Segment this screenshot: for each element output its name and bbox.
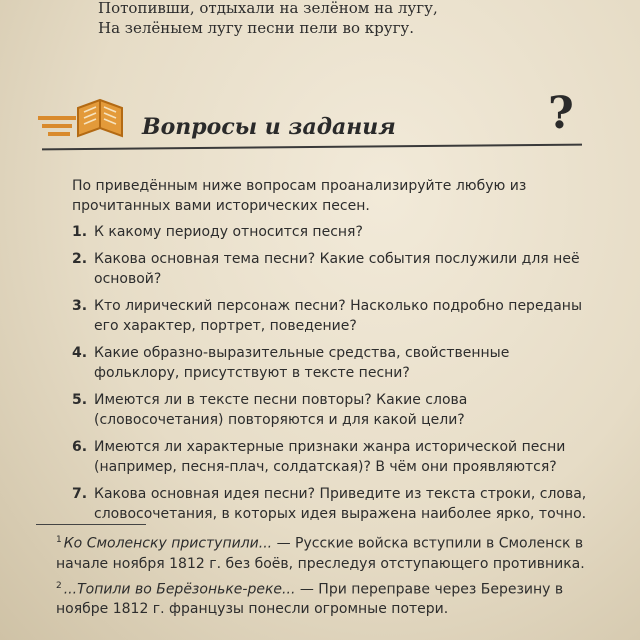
task-item [72, 249, 594, 289]
task-text: Имеются ли характерные признаки жанра исторической песни (например, песня-плач, солдатская)? В чём они проявляются? [94, 439, 566, 475]
task-number: 1. [72, 224, 88, 240]
task-text: Какова основная тема песни? Какие события послужили для неё основой? [94, 251, 580, 287]
task-number: 7. [72, 486, 88, 502]
tasks-block [72, 176, 594, 531]
task-text: К какому периоду относится песня? [94, 224, 363, 240]
footnote-lead: Ко Смоленску приступили... [63, 535, 273, 552]
poem-line: Потопивши, отдыхали на зелёном на лугу, [98, 0, 438, 17]
question-mark-icon: ? [548, 88, 574, 139]
footnote-text: — При переправе через Березину в ноябре 1812 г. французы понесли огромные потери. [56, 581, 564, 618]
poem-excerpt [98, 0, 438, 38]
footnote-mark: 1 [56, 535, 62, 545]
footnote-text: — Русские войска вступили в Смоленск в начале ноября 1812 г. без боёв, преследуя отступающего противника. [56, 535, 585, 572]
footnote-lead: ...Топили во Берёзоньке-реке... [63, 581, 296, 598]
task-item [72, 296, 594, 336]
task-number: 5. [72, 392, 88, 408]
poem-line: На зелёныем лугу песни пели во кругу. [98, 19, 415, 37]
task-number: 3. [72, 298, 88, 314]
open-book-icon [38, 90, 128, 144]
footnotes [56, 530, 604, 621]
task-text: Имеются ли в тексте песни повторы? Какие слова (словосочетания) повторяются и для какой цели? [94, 392, 468, 428]
task-item [72, 437, 594, 477]
task-number: 2. [72, 251, 88, 267]
task-number: 6. [72, 439, 88, 455]
task-text: Какие образно-выразительные средства, свойственные фольклору, присутствуют в тексте песни? [94, 345, 510, 381]
footnote-divider [36, 524, 146, 525]
footnote-mark: 2 [56, 580, 62, 591]
section-title: Вопросы и задания [142, 114, 396, 140]
task-item [72, 484, 594, 524]
task-item [72, 390, 594, 430]
task-item [72, 343, 594, 383]
footnote [56, 576, 604, 620]
footnote [56, 530, 604, 574]
task-number: 4. [72, 345, 88, 361]
section-divider [42, 144, 582, 151]
task-text: Кто лирический персонаж песни? Насколько подробно переданы его характер, портрет, поведение? [94, 298, 583, 334]
intro-text: По приведённым ниже вопросам проанализируйте любую из прочитанных вами исторических песен. [72, 178, 527, 214]
task-text: Какова основная идея песни? Приведите из текста строки, слова, словосочетания, в которых идея выражена наиболее ярко, точно. [94, 486, 587, 522]
task-item [72, 222, 594, 242]
